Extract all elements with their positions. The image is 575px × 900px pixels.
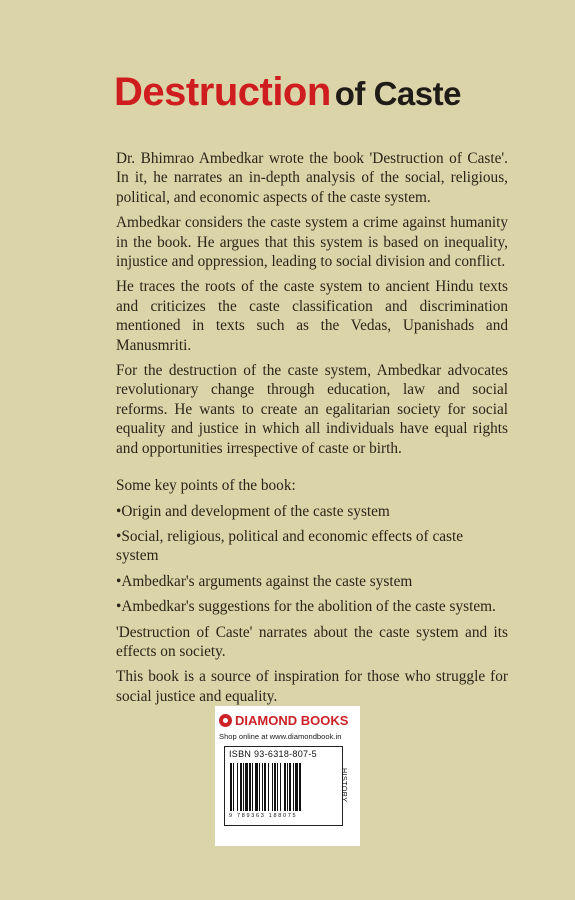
barcode-bar bbox=[233, 763, 234, 811]
closing-paragraph: This book is a source of inspiration for those who struggle for social justice and equality. bbox=[116, 668, 508, 705]
barcode-bar bbox=[277, 763, 278, 811]
category-label: HISTORY bbox=[340, 768, 347, 803]
blurb bbox=[116, 149, 508, 712]
barcode-bar bbox=[243, 763, 244, 811]
barcode-bar bbox=[262, 763, 263, 811]
barcode-bar bbox=[289, 763, 291, 811]
publisher-logo bbox=[219, 712, 356, 729]
barcode bbox=[224, 746, 343, 826]
key-points-heading: Some key points of the book: bbox=[116, 477, 296, 495]
barcode-bar bbox=[259, 763, 260, 811]
barcode-bar bbox=[274, 763, 276, 811]
shop-online-text: Shop online at www.diamondbook.in bbox=[219, 732, 342, 741]
barcode-bar bbox=[249, 763, 251, 811]
publisher-name: DIAMOND BOOKS bbox=[235, 713, 349, 728]
title-rest: of Caste bbox=[334, 75, 461, 112]
barcode-bar bbox=[255, 763, 258, 811]
closing-paragraph: 'Destruction of Caste' narrates about the caste system and its effects on society. bbox=[116, 623, 508, 660]
barcode-bar bbox=[264, 763, 266, 811]
barcode-bar bbox=[252, 763, 253, 811]
barcode-bar bbox=[299, 763, 301, 811]
list-item: • Ambedkar's suggestions for the abolition of the caste system. bbox=[116, 597, 508, 616]
publisher-barcode-box bbox=[215, 706, 360, 846]
barcode-bar bbox=[245, 763, 248, 811]
barcode-digits: 9 789363 188075 bbox=[229, 813, 298, 819]
paragraph: For the destruction of the caste system, Ambedkar advocates revolutionary change through education, law and social reforms. He wants to create an egalitarian society for social equality and justice in which all individuals have equal rights and opportunities irrespective of caste or birth. bbox=[116, 362, 508, 457]
barcode-bar bbox=[272, 763, 273, 811]
barcode-bar bbox=[295, 763, 298, 811]
list-item: • Social, religious, political and economic effects of caste system bbox=[116, 527, 508, 566]
barcode-bar bbox=[240, 763, 242, 811]
barcode-bar bbox=[268, 763, 269, 811]
list-item: • Origin and development of the caste system bbox=[116, 502, 508, 521]
paragraph: He traces the roots of the caste system to ancient Hindu texts and criticizes the caste classification and discrimination mentioned in texts such as the Vedas, Upanishads and Manusmriti. bbox=[116, 278, 508, 354]
key-points-list bbox=[116, 502, 508, 617]
barcode-bars bbox=[229, 763, 338, 811]
barcode-bar bbox=[230, 763, 232, 811]
barcode-bar bbox=[237, 763, 238, 811]
barcode-bar bbox=[284, 763, 286, 811]
title-main: Destruction bbox=[114, 70, 331, 114]
barcode-bar bbox=[287, 763, 288, 811]
isbn-number: ISBN 93-6318-807-5 bbox=[229, 749, 317, 759]
list-item: • Ambedkar's arguments against the caste system bbox=[116, 572, 508, 591]
paragraph: Ambedkar considers the caste system a crime against humanity in the book. He argues that this system is based on inequality, injustice and oppression, leading to social division and conflict. bbox=[116, 214, 508, 271]
barcode-bar bbox=[293, 763, 294, 811]
book-title bbox=[0, 70, 575, 115]
barcode-bar bbox=[280, 763, 281, 811]
paragraph: Dr. Bhimrao Ambedkar wrote the book 'Destruction of Caste'. In it, he narrates an in-depth analysis of the social, religious, political, and economic aspects of the caste system. bbox=[116, 150, 508, 206]
diamond-logo-icon bbox=[219, 714, 232, 727]
